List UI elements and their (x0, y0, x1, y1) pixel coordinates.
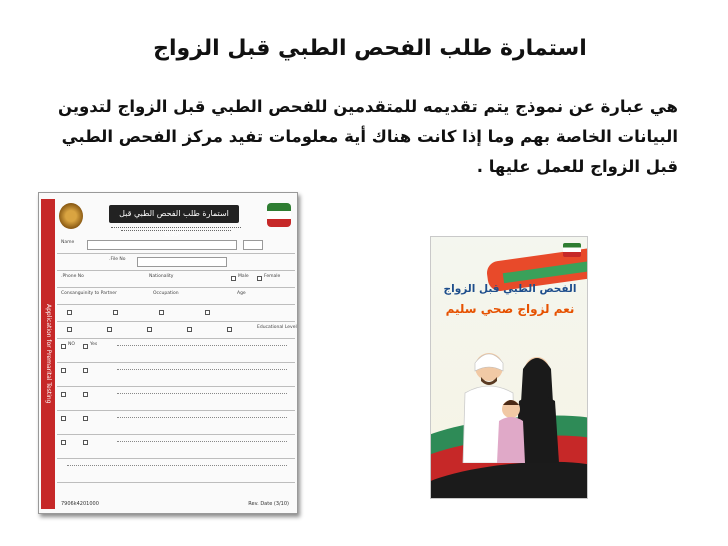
family-illustration-icon (441, 323, 581, 463)
checkbox-male (231, 276, 236, 281)
brochure-title: الفحص الطبي قبل الزواج (443, 283, 577, 295)
field-label-female: Female (264, 274, 281, 279)
form-footer-code: 7906k4201000 (61, 501, 99, 507)
checkbox-q1-yes (83, 344, 88, 349)
form-row-q2 (57, 363, 295, 387)
form-row-q1 (57, 339, 295, 363)
checkbox-q1-no (61, 344, 66, 349)
checkbox-edu-2 (107, 327, 112, 332)
checkbox-q3-yes (83, 392, 88, 397)
form-row-phone (57, 271, 295, 288)
field-label-name: Name (61, 240, 75, 245)
checkbox-q3-no (61, 392, 66, 397)
field-label-education: Educational Level (257, 325, 297, 330)
form-subtitle-lines (101, 225, 251, 233)
form-row-education (57, 322, 295, 339)
checkbox-edu-1 (67, 327, 72, 332)
q2-lines (117, 369, 287, 373)
file-box (137, 257, 227, 267)
form-row-q3 (57, 387, 295, 411)
checkbox-edu-4 (187, 327, 192, 332)
ministry-logo-icon (563, 243, 581, 257)
q1-lines (117, 345, 287, 349)
checkbox-q4-no (61, 416, 66, 421)
form-row-q5 (57, 435, 295, 459)
field-label-occupation: Occupation (153, 291, 179, 296)
seal-icon (59, 203, 83, 229)
name-box (87, 240, 237, 250)
field-label-consanguinity: Consanguinity to Partner (61, 291, 117, 296)
brochure-image (430, 236, 588, 499)
q4-lines (117, 417, 287, 421)
signature-lines (67, 465, 287, 469)
field-label-age: Age (237, 291, 246, 296)
form-row-file (57, 254, 295, 271)
checkbox-q2-no (61, 368, 66, 373)
form-row-signature (57, 459, 295, 483)
slide-title: استمارة طلب الفحص الطبي قبل الزواج (153, 36, 587, 61)
form-row-name (57, 237, 295, 254)
checkbox-q5-yes (83, 440, 88, 445)
form-row-consanguinity (57, 288, 295, 305)
field-label-phone: Phone No. (61, 274, 84, 279)
checkbox-edu-3 (147, 327, 152, 332)
name-box-2 (243, 240, 263, 250)
slide-body-text: هي عبارة عن نموذج يتم تقديمه للمتقدمين للفحص الطبي قبل الزواج لتدوين البيانات الخاصة بهم وما إذا كانت هناك أية معلومات تفيد مركز الفحص الطبي قبل الزواج للعمل عليها . (57, 97, 678, 176)
form-fields (57, 237, 295, 483)
form-title: استمارة طلب الفحص الطبي قبل الزواج (109, 205, 239, 223)
checkbox-q2-yes (83, 368, 88, 373)
q5-lines (117, 441, 287, 445)
field-label-nationality: Nationality (149, 274, 174, 279)
q3-lines (117, 393, 287, 397)
checkbox-status-2 (113, 310, 118, 315)
checkbox-status-1 (67, 310, 72, 315)
application-form-image (38, 192, 298, 514)
form-side-strip: Application for Premarital Testing (41, 199, 55, 509)
ministry-logo-icon (267, 203, 291, 227)
form-row-q4 (57, 411, 295, 435)
brochure-slogan: نعم لزواج صحي سليم (445, 302, 575, 316)
checkbox-q5-no (61, 440, 66, 445)
form-row-status (57, 305, 295, 322)
checkbox-edu-5 (227, 327, 232, 332)
checkbox-status-3 (159, 310, 164, 315)
checkbox-status-4 (205, 310, 210, 315)
field-label-file-no: File No. (109, 257, 126, 262)
q1-no-label: NO (68, 342, 75, 347)
checkbox-female (257, 276, 262, 281)
checkbox-q4-yes (83, 416, 88, 421)
form-footer-rev-date: Rev. Date (3/10) (248, 501, 289, 507)
field-label-male: Male (238, 274, 249, 279)
q1-yes-label: Yes (90, 342, 98, 347)
